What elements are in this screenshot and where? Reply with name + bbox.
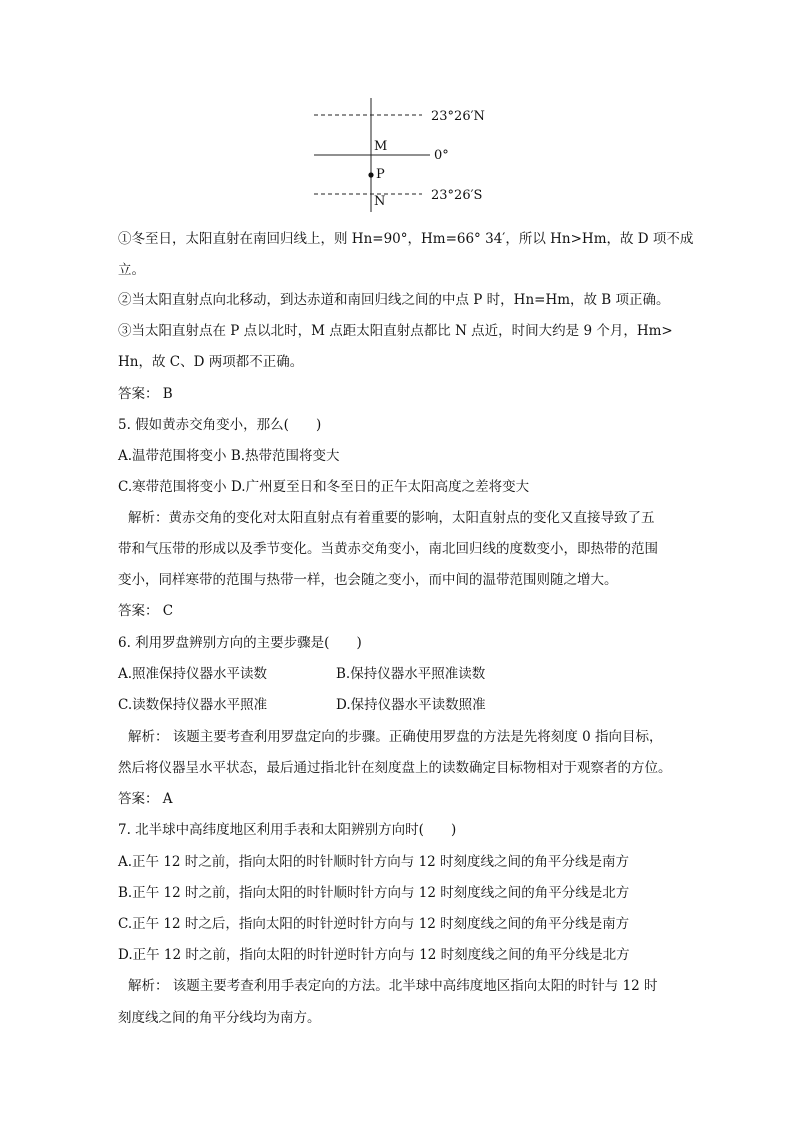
- q6-analysis-1: 解析： 该题主要考查利用罗盘定向的步骤。正确使用罗盘的方法是先将刻度 0 指向目标，: [128, 729, 663, 745]
- q5-option-b: B.热带范围将变大: [230, 448, 340, 464]
- q5-options-ab: [118, 446, 688, 466]
- q5-option-d: D.广州夏至日和冬至日的正午太阳高度之差将变大: [230, 479, 530, 495]
- point-p-dot: [368, 172, 373, 177]
- q5-option-a: A.温带范围将变小: [118, 448, 227, 464]
- label-n: N: [374, 194, 386, 209]
- explanation-line-4: ③当太阳直射点在 P 点以北时，M 点距太阳直射点都比 N 点近，时间大约是 9 个月，Hm>: [118, 323, 673, 339]
- label-equator: 0°: [434, 148, 449, 163]
- label-tropic-n: 23°26′N: [431, 109, 485, 124]
- q7-option-d: D.正午 12 时之前，指向太阳的时针逆时针方向与 12 时刻度线之间的角平分线是北方: [118, 947, 630, 963]
- q5-options-cd: [118, 477, 688, 497]
- q5-analysis-2: 带和气压带的形成以及季节变化。当黄赤交角变小，南北回归线的度数变小，即热带的范围: [118, 541, 658, 557]
- latitude-diagram: [300, 94, 500, 214]
- explanation-line-5: Hn，故 C、D 两项都不正确。: [118, 354, 304, 370]
- q6-answer: 答案： A: [118, 791, 173, 807]
- explanation-line-3: ②当太阳直射点向北移动，到达赤道和南回归线之间的中点 P 时，Hn=Hm，故 B 项正确。: [118, 292, 670, 308]
- q5-answer: 答案： C: [118, 603, 174, 619]
- label-m: M: [374, 139, 388, 154]
- q7-option-b: B.正午 12 时之前，指向太阳的时针顺时针方向与 12 时刻度线之间的角平分线是北方: [118, 885, 630, 901]
- q6-stem: 6. 利用罗盘辨别方向的主要步骤是( ): [118, 635, 362, 651]
- q7-option-a: A.正午 12 时之前，指向太阳的时针顺时针方向与 12 时刻度线之间的角平分线是南方: [118, 854, 630, 870]
- q5-analysis-1: 解析：黄赤交角的变化对太阳直射点有着重要的影响，太阳直射点的变化又直接导致了五: [128, 510, 655, 526]
- q6-option-a: A.照准保持仪器水平读数: [118, 666, 268, 682]
- q6-options-cd: [118, 695, 688, 715]
- q6-option-b: B.保持仪器水平照准读数: [336, 666, 486, 682]
- q5-stem: 5. 假如黄赤交角变小，那么( ): [118, 417, 322, 433]
- label-tropic-s: 23°26′S: [431, 188, 483, 203]
- q7-option-c: C.正午 12 时之后，指向太阳的时针逆时针方向与 12 时刻度线之间的角平分线是南方: [118, 916, 630, 932]
- explanation-line-1: ①冬至日，太阳直射在南回归线上，则 Hn=90°，Hm=66° 34′，所以 Hn>Hm，故 D 项不成: [118, 231, 694, 247]
- q6-options-ab: [118, 664, 688, 684]
- q5-option-c: C.寒带范围将变小: [118, 479, 227, 495]
- explanation-line-2: 立。: [118, 262, 145, 278]
- q6-option-d: D.保持仪器水平读数照准: [336, 697, 486, 713]
- q7-analysis-2: 刻度线之间的角平分线均为南方。: [118, 1010, 321, 1026]
- q5-analysis-3: 变小，同样寒带的范围与热带一样，也会随之变小，而中间的温带范围则随之增大。: [118, 572, 618, 588]
- label-p: P: [376, 167, 385, 182]
- q6-option-c: C.读数保持仪器水平照准: [118, 697, 268, 713]
- answer-prev: 答案： B: [118, 386, 173, 402]
- q7-stem: 7. 北半球中高纬度地区利用手表和太阳辨别方向时( ): [118, 822, 457, 838]
- q6-analysis-2: 然后将仪器呈水平状态，最后通过指北针在刻度盘上的读数确定目标物相对于观察者的方位。: [118, 760, 672, 776]
- q7-analysis-1: 解析： 该题主要考查利用手表定向的方法。北半球中高纬度地区指向太阳的时针与 12 时: [128, 978, 658, 994]
